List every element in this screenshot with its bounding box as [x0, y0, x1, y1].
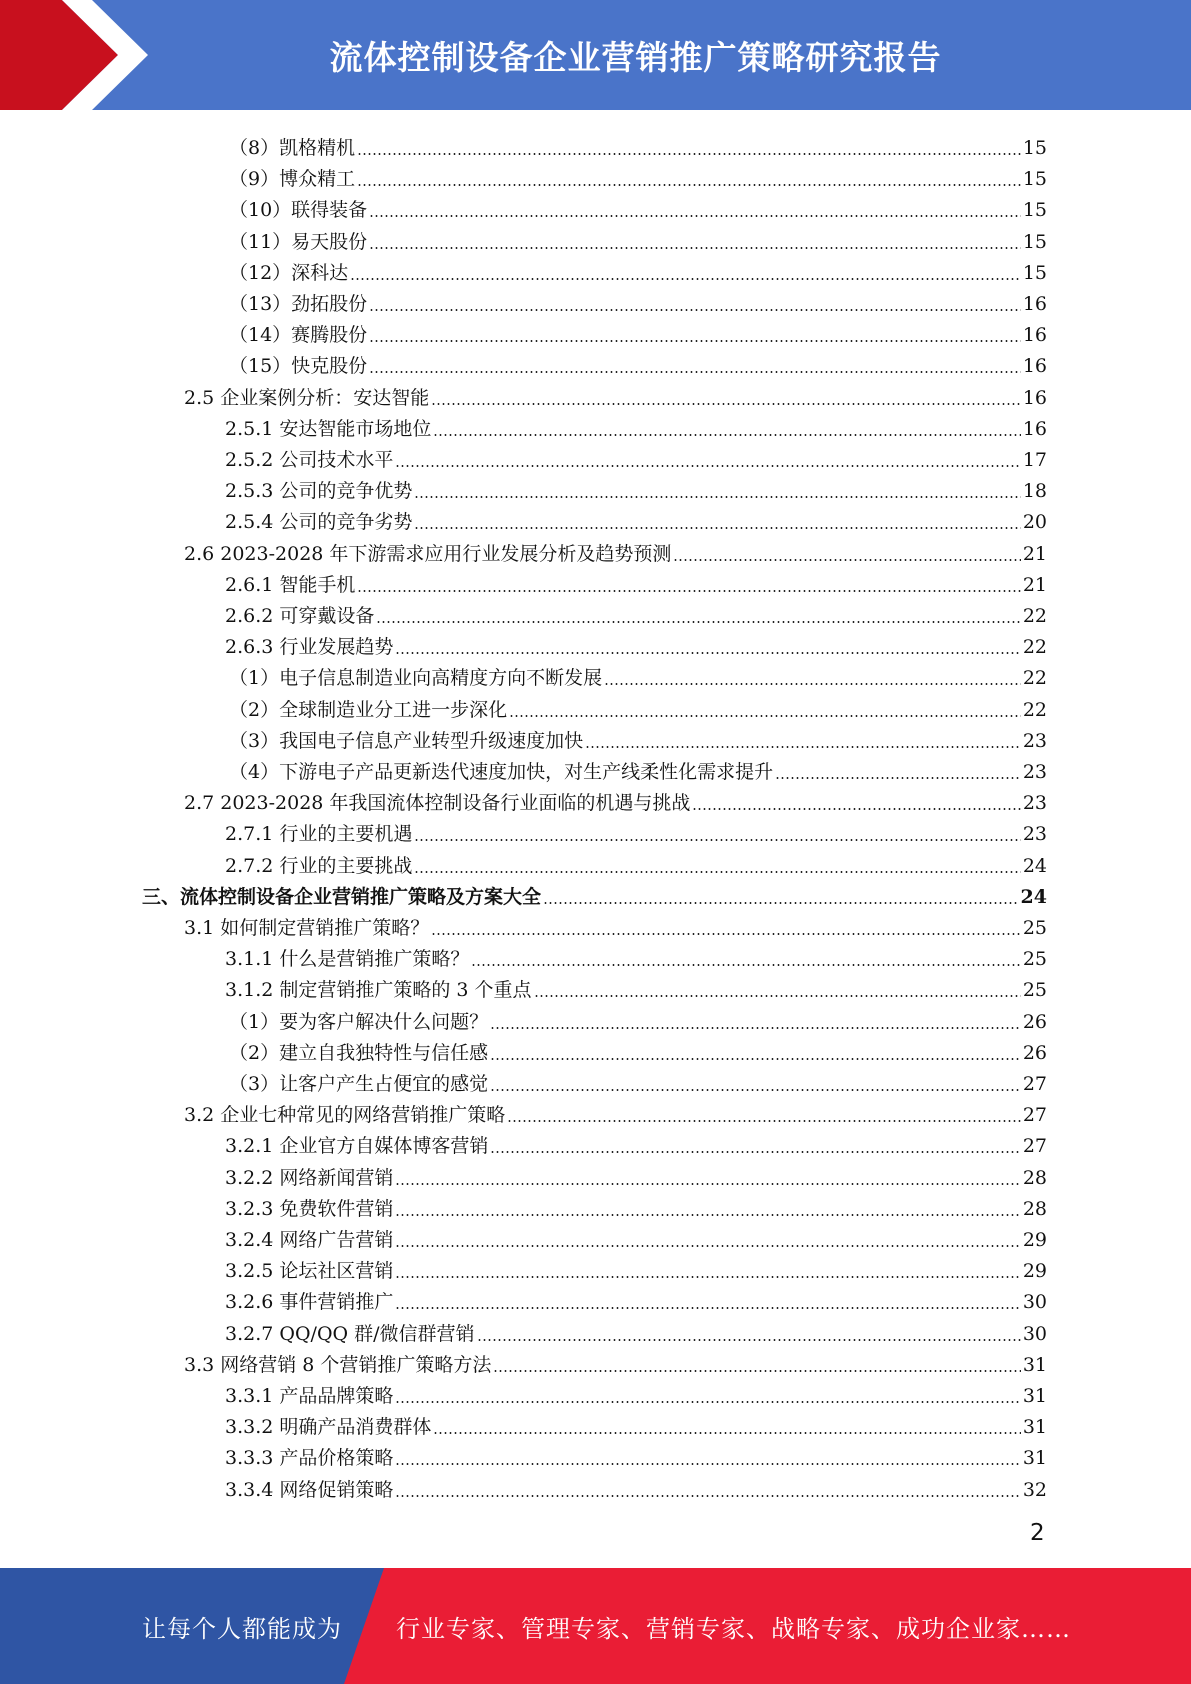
toc-dot-leader [414, 511, 1020, 533]
toc-entry[interactable] [229, 346, 1047, 377]
toc-entry-title: 3.2.2 网络新闻营销 [225, 1166, 394, 1189]
toc-entry[interactable] [229, 1002, 1047, 1033]
toc-entry-page: 16 [1022, 417, 1047, 440]
toc-dot-leader [395, 1385, 1020, 1407]
toc-dot-leader [350, 262, 1021, 284]
toc-entry-title: 2.6 2023-2028 年下游需求应用行业发展分析及趋势预测 [184, 542, 672, 565]
toc-entry-title: 3.2.1 企业官方自媒体博客营销 [225, 1135, 489, 1158]
toc-entry-title: 2.6.2 可穿戴设备 [225, 605, 375, 627]
toc-entry-title: （1）电子信息制造业向高精度方向不断发展 [229, 667, 603, 690]
toc-entry-title: 3.3.4 网络促销策略 [225, 1478, 394, 1501]
toc-dot-leader [490, 1073, 1021, 1095]
toc-entry-page: 23 [1022, 823, 1047, 846]
toc-dot-leader [369, 231, 1021, 253]
toc-entry-page: 31 [1022, 1385, 1047, 1407]
toc-dot-leader [395, 1291, 1020, 1313]
toc-dot-leader [395, 636, 1020, 658]
toc-entry[interactable] [229, 253, 1047, 284]
toc-dot-leader [507, 1104, 1021, 1126]
toc-entry-title: （3）我国电子信息产业转型升级速度加快 [229, 729, 584, 752]
toc-entry[interactable] [229, 190, 1047, 221]
toc-entry[interactable] [225, 440, 1047, 471]
toc-entry[interactable] [225, 1282, 1047, 1313]
toc-entry[interactable] [184, 1345, 1047, 1376]
toc-entry[interactable] [229, 222, 1047, 253]
toc-entry[interactable] [225, 970, 1047, 1001]
toc-entry[interactable] [225, 1407, 1047, 1438]
toc-entry-page: 20 [1022, 511, 1047, 534]
toc-entry-title: （10）联得装备 [229, 199, 368, 222]
toc-entry-page: 29 [1022, 1260, 1047, 1283]
toc-entry-title: 3.2.5 论坛社区营销 [225, 1260, 394, 1283]
toc-entry-title: （4）下游电子产品更新迭代速度加快，对生产线柔性化需求提升 [229, 761, 774, 783]
toc-entry-page: 31 [1022, 1353, 1047, 1376]
toc-entry-page: 16 [1022, 355, 1047, 378]
toc-dot-leader [369, 324, 1021, 346]
toc-entry-page: 31 [1022, 1416, 1047, 1439]
toc-entry-page: 30 [1022, 1291, 1047, 1314]
toc-entry-page: 25 [1022, 917, 1047, 939]
toc-entry-page: 15 [1022, 137, 1047, 159]
toc-entry[interactable] [229, 721, 1047, 752]
toc-entry[interactable] [184, 534, 1047, 565]
toc-dot-leader [395, 1260, 1020, 1282]
toc-dot-leader [775, 761, 1021, 783]
toc-entry-title: 2.5.2 公司技术水平 [225, 449, 394, 471]
toc-entry-title: （9）博众精工 [229, 168, 356, 191]
toc-entry-title: 三、流体控制设备企业营销推广策略及方案大全 [142, 885, 542, 908]
toc-entry-title: （11）易天股份 [229, 230, 368, 253]
toc-entry-title: 3.1 如何制定营销推广策略？ [184, 917, 430, 939]
toc-entry-title: 3.1.1 什么是营销推广策略？ [225, 948, 470, 971]
page-footer [0, 1568, 1191, 1684]
toc-entry-title: （12）深科达 [229, 261, 349, 284]
toc-entry-title: （8）凯格精机 [229, 137, 356, 159]
toc-entry-page: 22 [1022, 667, 1047, 690]
toc-entry-page: 22 [1022, 605, 1047, 627]
toc-entry[interactable] [225, 565, 1047, 596]
toc-entry-page: 23 [1022, 792, 1047, 815]
toc-dot-leader [692, 792, 1020, 814]
page-header [0, 0, 1191, 110]
toc-entry-title: 3.2.7 QQ/QQ 群/微信群营销 [225, 1322, 475, 1345]
toc-dot-leader [395, 1479, 1020, 1501]
report-title: 流体控制设备企业营销推广策略研究报告 [329, 37, 942, 77]
toc-entry-page: 23 [1022, 761, 1047, 783]
toc-entry-page: 26 [1022, 1010, 1047, 1033]
toc-entry[interactable] [225, 846, 1047, 877]
toc-dot-leader [376, 605, 1020, 627]
toc-dot-leader [490, 1011, 1021, 1033]
toc-entry-page: 15 [1022, 261, 1047, 284]
toc-entry-title: 2.5.3 公司的竞争优势 [225, 480, 413, 503]
toc-entry-page: 16 [1022, 293, 1047, 315]
toc-entry-page: 25 [1022, 979, 1047, 1002]
toc-dot-leader [477, 1323, 1021, 1345]
toc-entry-title: 2.5.4 公司的竞争劣势 [225, 511, 413, 534]
toc-entry-page: 22 [1022, 636, 1047, 659]
toc-entry[interactable] [229, 159, 1047, 190]
toc-entry-title: 2.5.1 安达智能市场地位 [225, 417, 432, 440]
toc-entry-title: 2.7.2 行业的主要挑战 [225, 854, 413, 877]
toc-dot-leader [431, 387, 1021, 409]
toc-entry[interactable] [229, 658, 1047, 689]
toc-entry[interactable] [225, 502, 1047, 533]
toc-entry-title: 3.2.6 事件营销推广 [225, 1291, 394, 1314]
toc-entry[interactable] [225, 1376, 1047, 1407]
toc-entry[interactable] [225, 1251, 1047, 1282]
toc-entry-page: 25 [1022, 948, 1047, 971]
toc-dot-leader [431, 917, 1021, 939]
page-number: 2 [1030, 1520, 1045, 1546]
toc-entry[interactable] [225, 471, 1047, 502]
toc-entry-page: 21 [1022, 573, 1047, 596]
toc-entry-title: 3.3.3 产品价格策略 [225, 1447, 394, 1470]
toc-entry-page: 30 [1022, 1322, 1047, 1345]
toc-entry[interactable] [184, 783, 1047, 814]
toc-entry-page: 27 [1022, 1135, 1047, 1158]
toc-entry[interactable] [229, 752, 1047, 783]
toc-entry-title: 2.6.1 智能手机 [225, 573, 356, 596]
toc-entry-page: 28 [1022, 1166, 1047, 1189]
toc-entry-title: 3.3 网络营销 8 个营销推广策略方法 [184, 1353, 492, 1376]
toc-entry[interactable] [225, 939, 1047, 970]
toc-entry-page: 23 [1022, 729, 1047, 752]
toc-entry-title: （2）全球制造业分工进一步深化 [229, 698, 508, 721]
toc-dot-leader [369, 293, 1021, 315]
toc-entry-title: 2.7 2023-2028 年我国流体控制设备行业面临的机遇与挑战 [184, 792, 691, 815]
toc-dot-leader [433, 418, 1020, 440]
toc-entry-page: 17 [1022, 449, 1047, 471]
toc-entry-title: （13）劲拓股份 [229, 293, 368, 315]
toc-entry-page: 15 [1022, 168, 1047, 191]
toc-dot-leader [414, 855, 1020, 877]
toc-entry-page: 27 [1022, 1104, 1047, 1127]
toc-entry-page: 21 [1022, 542, 1047, 565]
toc-entry-page: 31 [1022, 1447, 1047, 1470]
toc-entry[interactable] [184, 908, 1047, 939]
toc-entry[interactable] [225, 1438, 1047, 1469]
toc-entry-title: （15）快克股份 [229, 355, 368, 378]
toc-entry[interactable] [184, 1095, 1047, 1126]
toc-entry-page: 22 [1022, 698, 1047, 721]
toc-dot-leader [490, 1042, 1021, 1064]
toc-entry[interactable] [225, 596, 1047, 627]
toc-dot-leader [673, 543, 1020, 565]
toc-entry-title: 2.7.1 行业的主要机遇 [225, 823, 413, 846]
toc-entry-title: （3）让客户产生占便宜的感觉 [229, 1073, 489, 1095]
toc-entry-page: 28 [1022, 1197, 1047, 1220]
toc-entry[interactable] [225, 627, 1047, 658]
toc-entry-title: 3.1.2 制定营销推广策略的 3 个重点 [225, 979, 532, 1002]
toc-dot-leader [433, 1416, 1020, 1438]
toc-entry[interactable] [225, 1470, 1047, 1501]
toc-dot-leader [543, 886, 1019, 908]
toc-dot-leader [490, 1135, 1020, 1157]
footer-slogan-right: 行业专家、管理专家、营销专家、战略专家、成功企业家…… [396, 1614, 1071, 1643]
toc-entry[interactable] [229, 1064, 1047, 1095]
toc-entry-page: 18 [1022, 480, 1047, 503]
toc-entry[interactable] [229, 1033, 1047, 1064]
toc-dot-leader [369, 199, 1021, 221]
toc-entry-title: 3.3.1 产品品牌策略 [225, 1385, 394, 1407]
toc-entry-title: 3.2 企业七种常见的网络营销推广策略 [184, 1104, 506, 1127]
toc-entry[interactable] [225, 1126, 1047, 1157]
toc-dot-leader [357, 137, 1021, 159]
toc-entry[interactable] [229, 690, 1047, 721]
toc-entry[interactable] [225, 1314, 1047, 1345]
toc-entry[interactable] [229, 284, 1047, 315]
toc-dot-leader [509, 699, 1021, 721]
toc-dot-leader [395, 449, 1020, 471]
toc-dot-leader [395, 1167, 1020, 1189]
toc-entry-title: 2.5 企业案例分析：安达智能 [184, 386, 430, 409]
toc-entry[interactable] [229, 128, 1047, 159]
toc-dot-leader [395, 1198, 1020, 1220]
toc-entry[interactable] [142, 877, 1047, 908]
toc-entry-page: 29 [1022, 1229, 1047, 1251]
toc-dot-leader [534, 979, 1021, 1001]
toc-entry-page: 24 [1020, 885, 1047, 908]
toc-entry-page: 15 [1022, 230, 1047, 253]
toc-entry-title: 2.6.3 行业发展趋势 [225, 636, 394, 659]
toc-dot-leader [395, 1229, 1020, 1251]
toc-dot-leader [471, 948, 1020, 970]
toc-entry-page: 27 [1022, 1073, 1047, 1095]
footer-slogan-left: 让每个人都能成为 [142, 1614, 342, 1643]
toc-entry-title: 3.3.2 明确产品消费群体 [225, 1416, 432, 1439]
toc-entry-page: 15 [1022, 199, 1047, 222]
toc-dot-leader [414, 480, 1020, 502]
toc-entry-page: 16 [1022, 324, 1047, 347]
toc-dot-leader [357, 168, 1021, 190]
toc-entry-title: 3.2.3 免费软件营销 [225, 1197, 394, 1220]
toc-entry-page: 32 [1022, 1478, 1047, 1501]
toc-entry-title: （1）要为客户解决什么问题？ [229, 1010, 489, 1033]
toc-entry[interactable] [225, 1220, 1047, 1251]
toc-dot-leader [585, 730, 1021, 752]
toc-entry[interactable] [225, 1189, 1047, 1220]
toc-entry[interactable] [225, 814, 1047, 845]
toc-entry-title: （14）赛腾股份 [229, 324, 368, 347]
toc-entry[interactable] [229, 315, 1047, 346]
toc-entry[interactable] [225, 409, 1047, 440]
toc-dot-leader [357, 574, 1020, 596]
toc-dot-leader [493, 1354, 1020, 1376]
toc-dot-leader [369, 355, 1021, 377]
toc-entry-page: 16 [1022, 386, 1047, 409]
toc-entry-title: 3.2.4 网络广告营销 [225, 1229, 394, 1251]
toc-dot-leader [414, 823, 1020, 845]
toc-dot-leader [604, 667, 1021, 689]
toc-entry-page: 26 [1022, 1041, 1047, 1064]
toc-entry-page: 24 [1022, 854, 1047, 877]
toc-entry[interactable] [184, 378, 1047, 409]
toc-entry[interactable] [225, 1158, 1047, 1189]
toc-entry-title: （2）建立自我独特性与信任感 [229, 1041, 489, 1064]
toc-dot-leader [395, 1447, 1020, 1469]
